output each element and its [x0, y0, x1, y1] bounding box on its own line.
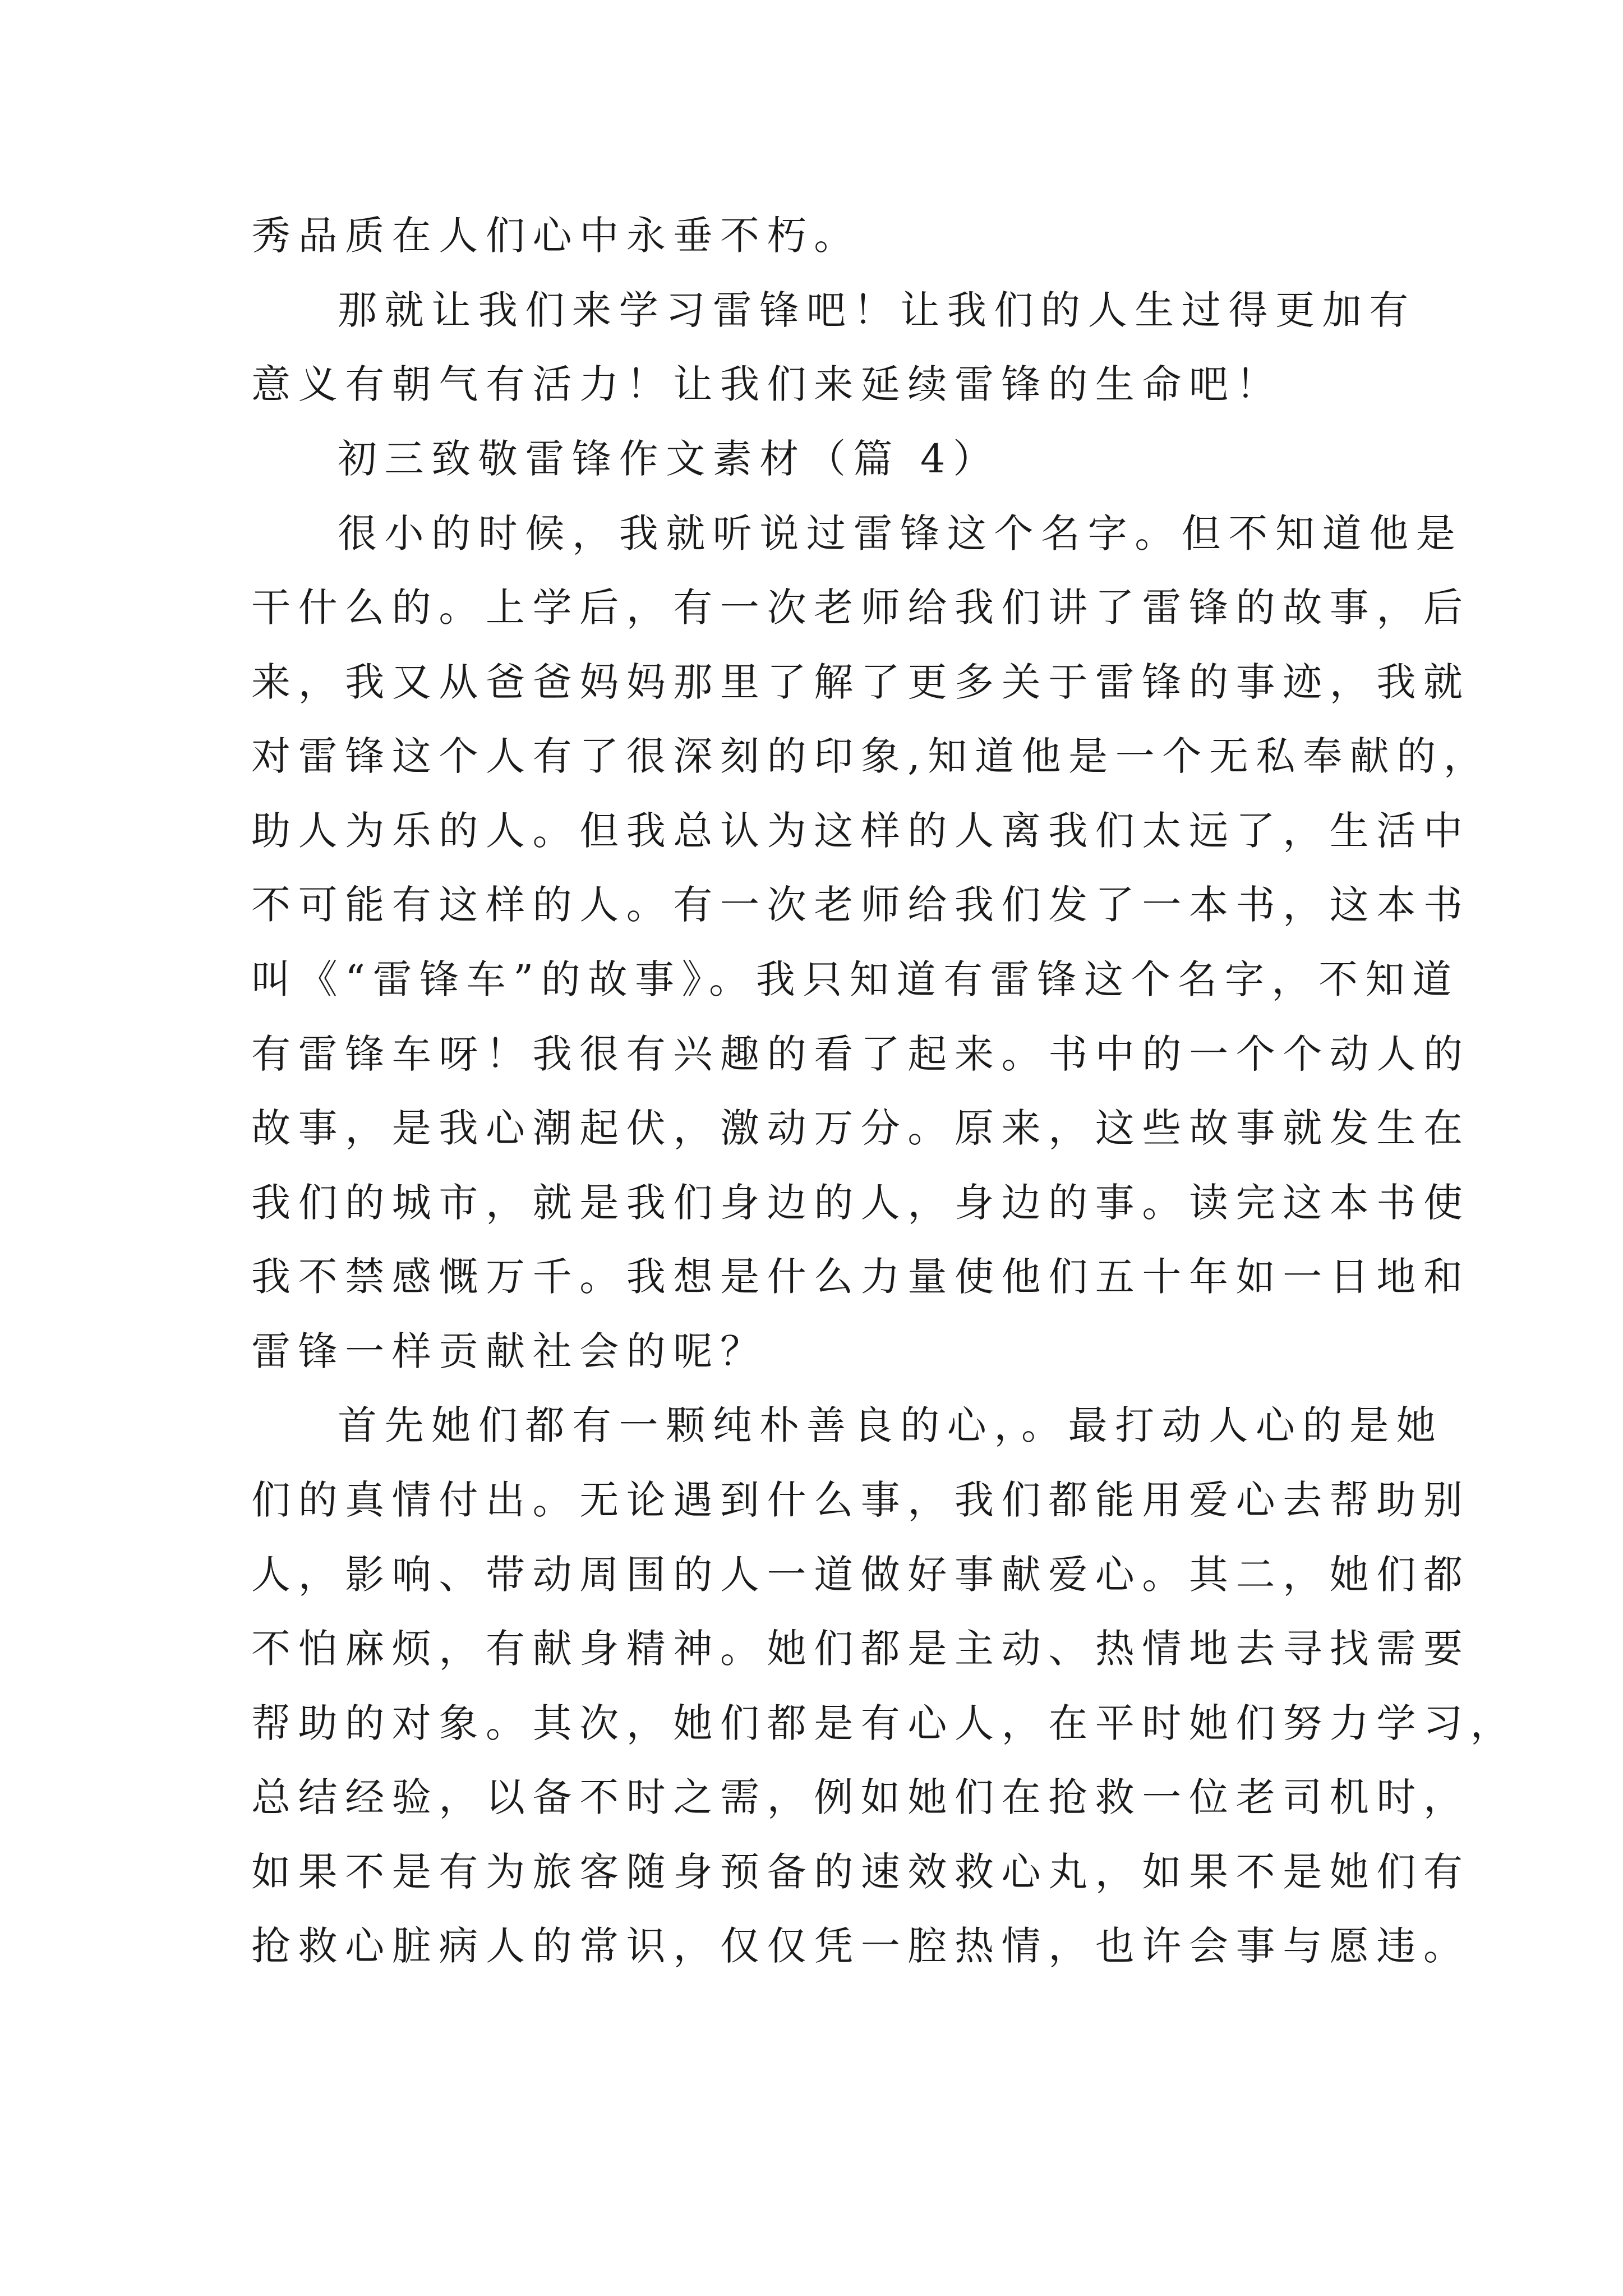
text-line: 不怕麻烦，有献身精神。她们都是主动、热情地去寻找需要 — [251, 1626, 1470, 1672]
text-line: 我不禁感慨万千。我想是什么力量使他们五十年如一日地和 — [251, 1254, 1470, 1300]
section-heading: 初三致敬雷锋作文素材（篇 4） — [338, 436, 1000, 482]
paragraph-start-line: 那就让我们来学习雷锋吧！让我们的人生过得更加有 — [338, 287, 1416, 333]
text-line: 帮助的对象。其次，她们都是有心人，在平时她们努力学习， — [251, 1700, 1518, 1746]
text-line: 如果不是有为旅客随身预备的速效救心丸，如果不是她们有 — [251, 1849, 1470, 1895]
text-line: 故事，是我心潮起伏，激动万分。原来，这些故事就发生在 — [251, 1105, 1470, 1151]
paragraph-start-line: 首先她们都有一颗纯朴善良的心，。最打动人心的是她 — [338, 1402, 1444, 1448]
text-line: 来，我又从爸爸妈妈那里了解了更多关于雷锋的事迹，我就 — [251, 659, 1470, 705]
text-line: 们的真情付出。无论遇到什么事，我们都能用爱心去帮助别 — [251, 1477, 1470, 1523]
text-line: 我们的城市，就是我们身边的人，身边的事。读完这本书使 — [251, 1180, 1470, 1226]
text-line: 叫《“雷锋车”的故事》。我只知道有雷锋这个名字，不知道 — [251, 956, 1459, 1002]
text-line: 对雷锋这个人有了很深刻的印象,知道他是一个无私奉献的， — [251, 733, 1491, 779]
text-line: 抢救心脏病人的常识，仅仅凭一腔热情，也许会事与愿违。 — [251, 1923, 1470, 1969]
text-line: 总结经验，以备不时之需，例如她们在抢救一位老司机时， — [251, 1774, 1470, 1820]
text-line: 人，影响、带动周围的人一道做好事献爱心。其二，她们都 — [251, 1552, 1470, 1598]
text-line: 干什么的。上学后，有一次老师给我们讲了雷锋的故事，后 — [251, 585, 1470, 631]
text-line: 秀品质在人们心中永垂不朽。 — [251, 213, 861, 259]
text-line: 雷锋一样贡献社会的呢？ — [251, 1328, 767, 1374]
text-line: 不可能有这样的人。有一次老师给我们发了一本书，这本书 — [251, 882, 1470, 928]
text-line: 意义有朝气有活力！让我们来延续雷锋的生命吧！ — [251, 361, 1283, 407]
text-line: 有雷锋车呀！我很有兴趣的看了起来。书中的一个个动人的 — [251, 1031, 1470, 1077]
text-line: 助人为乐的人。但我总认为这样的人离我们太远了，生活中 — [251, 808, 1470, 854]
paragraph-start-line: 很小的时候，我就听说过雷锋这个名字。但不知道他是 — [338, 510, 1463, 556]
